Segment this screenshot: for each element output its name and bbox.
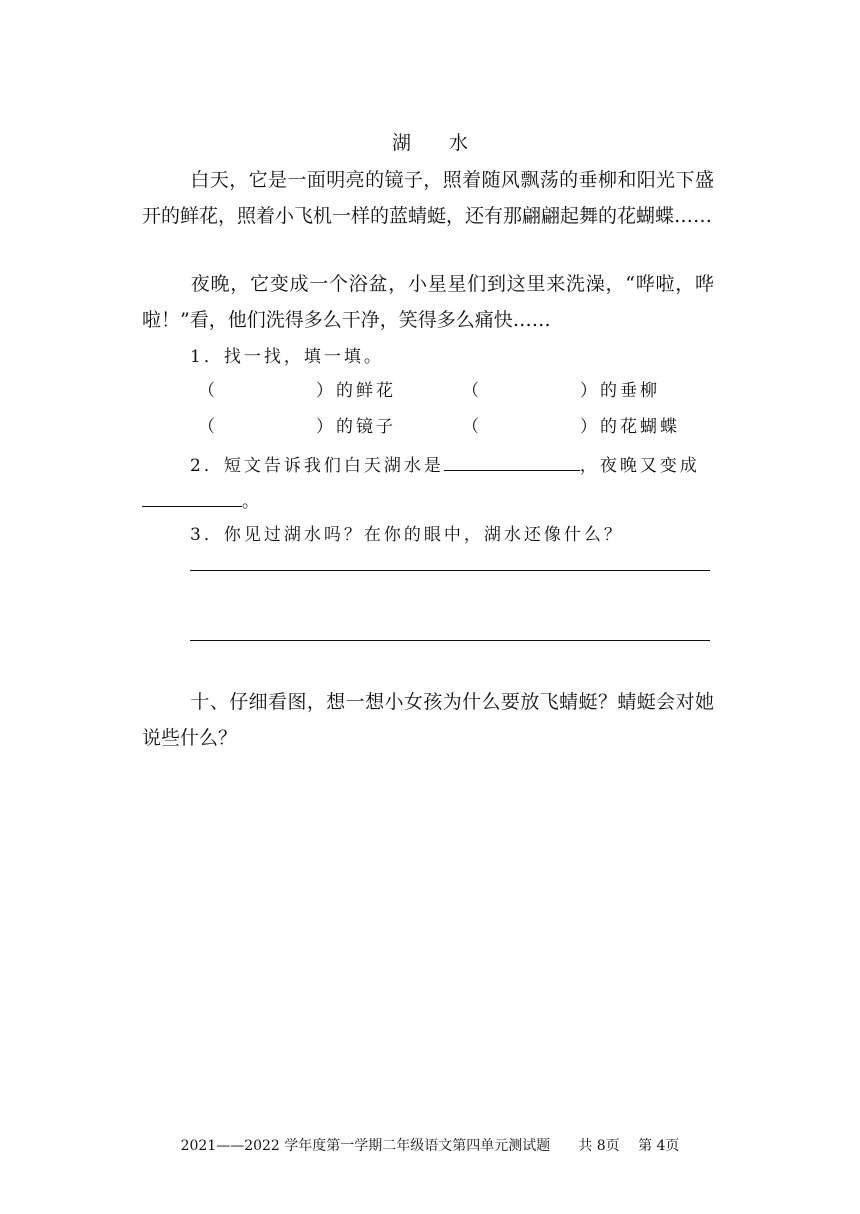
close-paren: ） <box>316 381 336 401</box>
answer-line-2[interactable] <box>190 640 710 641</box>
question-2-part1: 2．短文告诉我们白天湖水是 <box>190 456 444 476</box>
passage-paragraph-2 <box>142 266 714 338</box>
page-footer: 2021——2022 学年度第一学期二年级语文第四单元测试题 共 8页 第 4页 <box>180 1138 680 1154</box>
close-paren: ） <box>580 381 600 401</box>
open-paren: （ <box>198 417 218 437</box>
question-2-part2: ，夜晚又变成 <box>579 456 700 476</box>
fill-suffix: 的镜子 <box>336 417 396 437</box>
close-paren: ） <box>580 417 600 437</box>
passage-title: 湖 水 <box>391 132 468 154</box>
paragraph-2-text: 夜晚，它变成一个浴盆，小星星们到这里来洗澡，“哗啦，哗啦！”看，他们洗得多么干净，笑得多么痛快…… <box>142 273 714 331</box>
question-2 <box>142 448 714 520</box>
fill-suffix: 的花蝴蝶 <box>600 417 680 437</box>
section-10-text: 十、仔细看图，想一想小女孩为什么要放飞蜻蜓？蜻蜓会对她说些什么？ <box>142 691 714 749</box>
section-10-prompt <box>142 684 714 756</box>
answer-line-1[interactable] <box>190 570 710 571</box>
fill-blank-2 <box>462 376 660 401</box>
question-2-part3: 。 <box>242 492 262 512</box>
open-paren: （ <box>462 417 482 437</box>
fill-suffix: 的鲜花 <box>336 381 396 401</box>
open-paren: （ <box>198 381 218 401</box>
fill-blank-1 <box>198 376 396 401</box>
answer-blank-night[interactable] <box>142 486 242 507</box>
paragraph-1-text: 白天，它是一面明亮的镜子，照着随风飘荡的垂柳和阳光下盛开的鲜花，照着小飞机一样的蓝蜻蜓，还有那翩翩起舞的花蝴蝶…… <box>142 169 714 227</box>
fill-blank-4 <box>462 412 680 437</box>
answer-blank-day[interactable] <box>444 450 580 471</box>
question-1-prompt: 1．找一找，填一填。 <box>190 347 384 367</box>
close-paren: ） <box>316 417 336 437</box>
fill-suffix: 的垂柳 <box>600 381 660 401</box>
question-3-prompt: 3．你见过湖水吗？在你的眼中，湖水还像什么？ <box>190 525 624 545</box>
passage-paragraph-1 <box>142 162 714 234</box>
fill-blank-3 <box>198 412 396 437</box>
open-paren: （ <box>462 381 482 401</box>
